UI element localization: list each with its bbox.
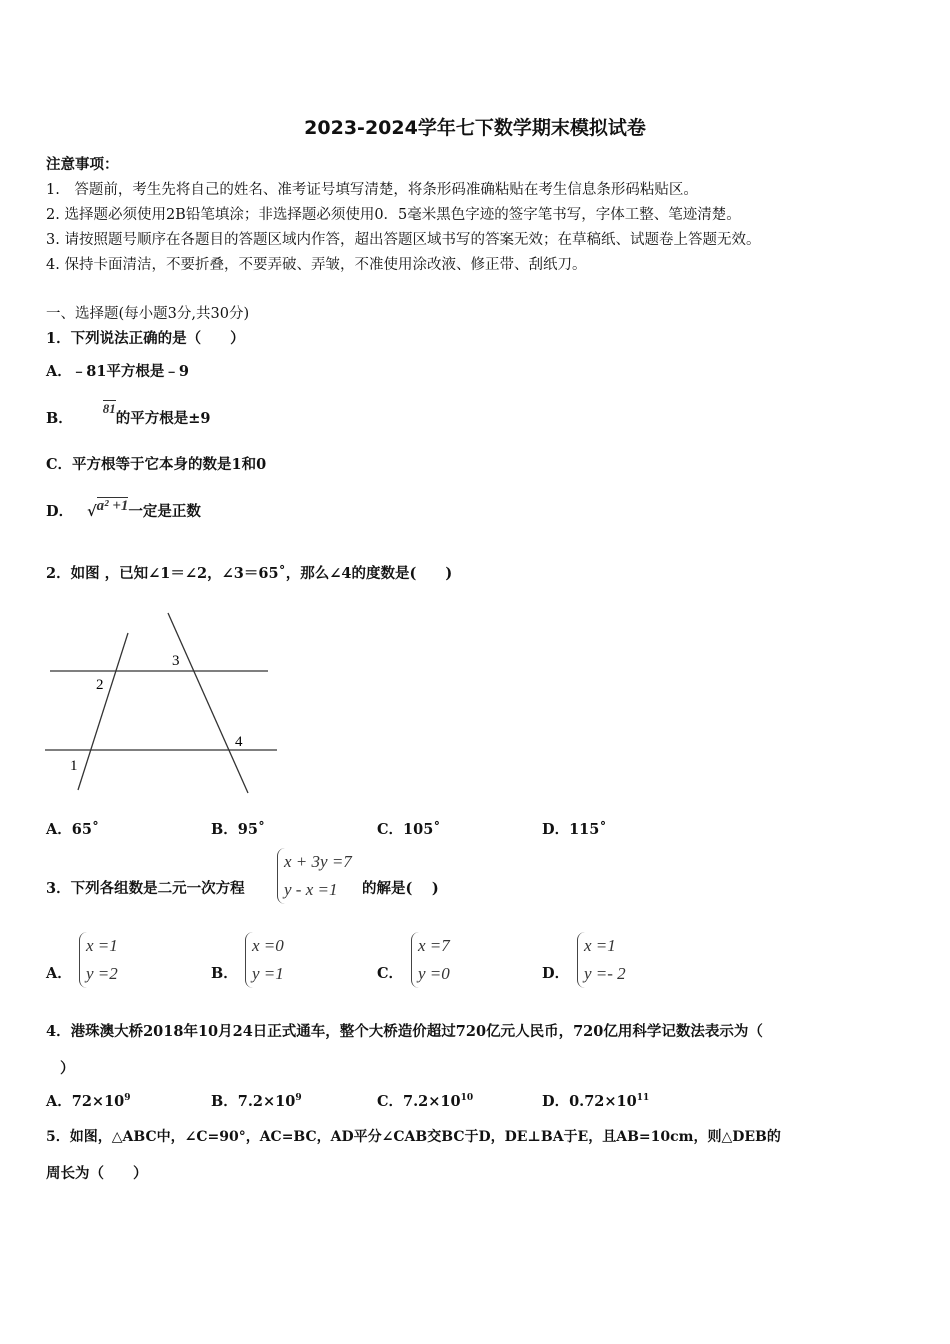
- q3-stem-pre: 3．下列各组数是二元一次方程: [46, 880, 245, 897]
- q3-option-c-label: C．: [377, 965, 404, 982]
- q3-option-d: x =1 y =- 2: [577, 932, 626, 988]
- q4-option-d: D．$0.72\times 10^{11}$: [542, 1093, 650, 1110]
- angle-label-4: 4: [235, 734, 243, 750]
- q2-option-a: A．65˚: [46, 821, 100, 838]
- q5-stem: 5．如图，△ABC中，∠C=90°，AC=BC，AD平分∠CAB交BC于D，DE⊥BA于E，且AB=10cm，则△DEB的: [46, 1129, 781, 1145]
- angle-label-2: 2: [96, 677, 104, 693]
- q4-stem: 4．港珠澳大桥2018年10月24日正式通车，整个大桥造价超过720亿元人民币，720亿用科学记数法表示为（: [46, 1023, 763, 1040]
- q3-option-b-label: B．: [211, 965, 238, 982]
- q4-option-a: A．$72\times 10^9$: [46, 1093, 131, 1110]
- q2-option-b: B．95˚: [211, 821, 266, 838]
- q3-option-a-label: A．: [46, 965, 72, 982]
- q3-option-a: x =1 y =2: [79, 932, 118, 988]
- q1-option-b: B．81的平方根是±9: [46, 401, 211, 427]
- notice-item: 3. 请按照题号顺序在各题目的答题区域内作答，超出答题区域书写的答案无效；在草稿纸、试题卷上答题无效。: [46, 232, 761, 248]
- page-title: 2023-2024学年七下数学期末模拟试卷: [304, 117, 646, 139]
- q3-equation-system: x + 3y =7 y - x =1: [277, 848, 352, 904]
- angle-label-3: 3: [172, 653, 180, 669]
- q5-stem-line2: 周长为（ ）: [46, 1165, 148, 1182]
- q3-stem-post: 的解是( ): [362, 880, 439, 897]
- transversal-left: [78, 633, 128, 790]
- q3-option-b: x =0 y =1: [245, 932, 284, 988]
- notice-item: 4. 保持卡面清洁，不要折叠，不要弄破、弄皱，不准使用涂改液、修正带、刮纸刀。: [46, 257, 587, 273]
- q2-stem: 2．如图 ，已知∠1＝∠2，∠3＝65˚，那么∠4的度数是( ): [46, 565, 453, 582]
- angle-label-1: 1: [70, 758, 78, 774]
- q1-option-a: A．﹣81平方根是﹣9: [46, 363, 190, 380]
- q4-stem-end: ）: [60, 1060, 75, 1077]
- q2-option-c: C．105˚: [377, 821, 441, 838]
- q1-stem: 1．下列说法正确的是（ ）: [46, 330, 245, 347]
- q3-option-c: x =7 y =0: [411, 932, 450, 988]
- q2-option-d: D．115˚: [542, 821, 607, 838]
- transversal-right: [168, 613, 248, 793]
- q1-option-d: D． √a² +1一定是正数: [46, 498, 201, 520]
- notice-item: 1. 答题前，考生先将自己的姓名、准考证号填写清楚，将条形码准确粘贴在考生信息条形码粘贴区。: [46, 182, 698, 198]
- section-heading: 一、选择题(每小题3分,共30分): [46, 306, 250, 322]
- notice-item: 2. 选择题必须使用2B铅笔填涂；非选择题必须使用0．5毫米黑色字迹的签字笔书写，字体工整、笔迹清楚。: [46, 207, 741, 223]
- notice-heading: 注意事项：: [46, 156, 119, 173]
- q3-option-d-label: D．: [542, 965, 570, 982]
- parallel-lines-figure: [0, 600, 300, 800]
- q4-option-b: B．$7.2\times 10^9$: [211, 1093, 302, 1110]
- q1-option-c: C．平方根等于它本身的数是1和0: [46, 456, 267, 473]
- q4-option-c: C．$7.2\times 10^{10}$: [377, 1093, 474, 1110]
